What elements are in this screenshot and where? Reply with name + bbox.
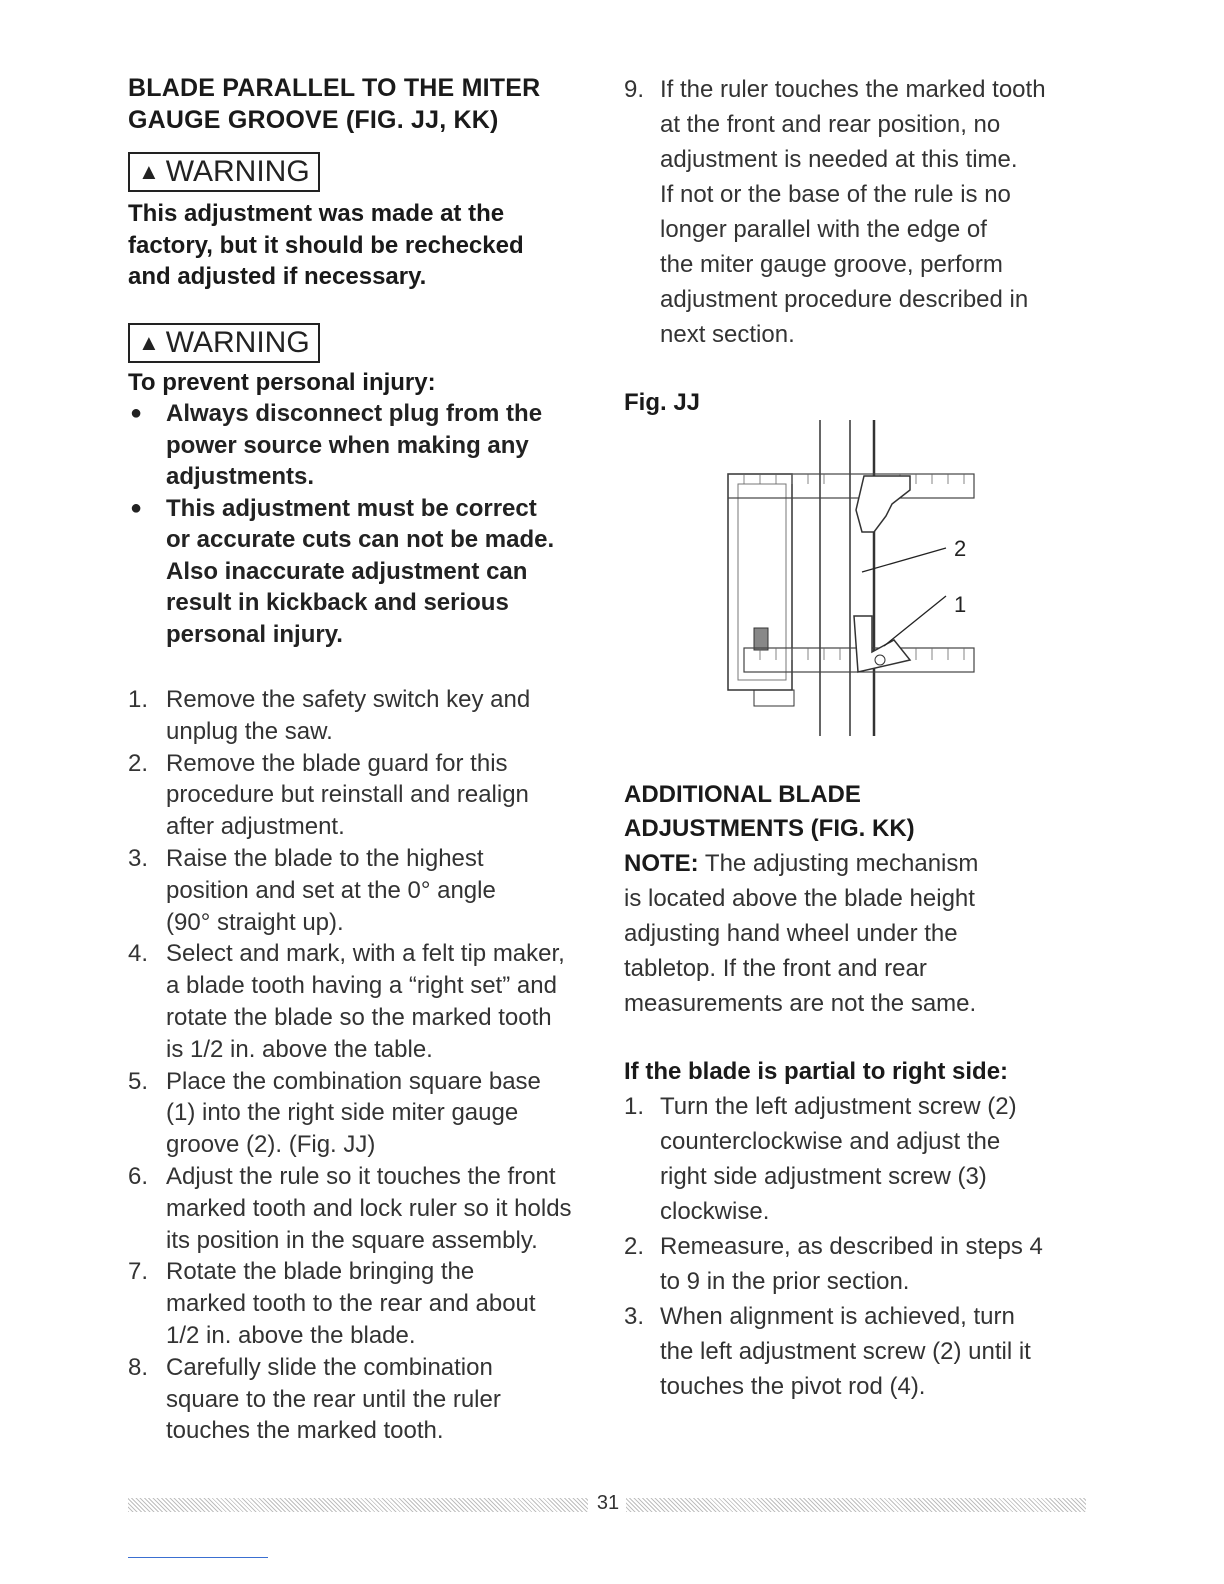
bullet-dot-icon: ● — [130, 402, 143, 424]
step-line: right side adjustment screw (3) — [660, 1163, 987, 1190]
step-item — [624, 1229, 1094, 1299]
bullet-line: Always disconnect plug from the — [166, 400, 543, 427]
step-line: adjustment procedure described in — [660, 286, 1029, 313]
step-line: its position in the square assembly. — [166, 1226, 538, 1254]
bullet-line: adjustments. — [166, 463, 315, 490]
warning-2-intro: To prevent personal injury: — [128, 368, 436, 396]
warning-1-line: and adjusted if necessary. — [128, 263, 427, 290]
figure-label: Fig. JJ — [624, 389, 701, 416]
step-line: adjustment is needed at this time. — [660, 146, 1018, 173]
step-number: 4. — [128, 940, 149, 968]
step-item — [128, 1066, 598, 1161]
right-column — [624, 72, 1094, 1404]
footer-hatch-right — [626, 1498, 1086, 1512]
step-number: 2. — [624, 1233, 645, 1260]
step-line: Turn the left adjustment screw (2) — [660, 1093, 1017, 1120]
step-line: If not or the base of the rule is no — [660, 181, 1011, 208]
figure-jj-diagram — [714, 420, 1014, 736]
step-line: Select and mark, with a felt tip maker, — [166, 940, 565, 968]
ruler-top — [728, 474, 974, 498]
step-number: 5. — [128, 1067, 149, 1095]
warning-1-line: factory, but it should be rechecked — [128, 231, 524, 259]
step-line: unplug the saw. — [166, 717, 333, 745]
bullet-line: This adjustment must be correct — [166, 494, 537, 522]
left-column — [128, 72, 598, 1447]
step-line: If the ruler touches the marked tooth — [660, 76, 1046, 103]
heading-line: ADDITIONAL BLADE — [624, 781, 861, 808]
adjustment-steps — [624, 1089, 1094, 1404]
step-line: a blade tooth having a “right set” and — [166, 972, 557, 1000]
step-line: (1) into the right side miter gauge — [166, 1099, 519, 1127]
warning-triangle-icon: ▲ — [138, 159, 160, 184]
step-item — [128, 1256, 598, 1351]
warning-box-1 — [128, 152, 320, 192]
arbor — [754, 628, 768, 650]
bullet-item — [128, 493, 598, 651]
switch-box — [754, 690, 794, 706]
note-line: tabletop. If the front and rear — [624, 955, 927, 982]
procedure-steps — [128, 684, 598, 1447]
step-line: the miter gauge groove, perform — [660, 251, 1003, 278]
step-item — [624, 72, 1094, 352]
step-line: Rotate the blade bringing the — [166, 1258, 475, 1286]
bullet-line: or accurate cuts can not be made. — [166, 526, 555, 553]
square-head-bottom — [854, 616, 910, 672]
step-number: 7. — [128, 1258, 149, 1286]
callout-2: 2 — [954, 536, 967, 561]
step-line: Place the combination square base — [166, 1067, 541, 1095]
step-item — [128, 1352, 598, 1447]
heading-line-2: GAUGE GROOVE (FIG. JJ, KK) — [128, 106, 499, 134]
bullet-line: personal injury. — [166, 620, 343, 648]
warning-triangle-icon: ▲ — [138, 329, 160, 355]
step-line: (90° straight up). — [166, 908, 344, 936]
table-inner — [738, 484, 786, 680]
heading-line: ADJUSTMENTS (FIG. KK) — [624, 815, 915, 842]
step-item — [624, 1299, 1094, 1404]
step-item — [128, 938, 598, 1065]
page-footer — [128, 1492, 1088, 1518]
step-line: position and set at the 0° angle — [166, 876, 496, 904]
note-line: adjusting hand wheel under the — [624, 920, 958, 947]
step-line: 1/2 in. above the blade. — [166, 1321, 416, 1349]
step-number: 1. — [128, 686, 149, 713]
note-paragraph — [624, 846, 1094, 1021]
partial-right-subheading: If the blade is partial to right side: — [624, 1058, 1009, 1085]
step-line: to 9 in the prior section. — [660, 1268, 910, 1295]
warning-box-2 — [128, 323, 320, 363]
step-line: the left adjustment screw (2) until it — [660, 1338, 1031, 1365]
step-line: marked tooth to the rear and about — [166, 1290, 536, 1318]
note-label: NOTE: — [624, 850, 699, 877]
warning-label: WARNING — [165, 325, 310, 359]
step-number: 9. — [624, 76, 645, 103]
callout-leader-1 — [884, 596, 946, 646]
note-line: measurements are not the same. — [624, 990, 977, 1017]
step-line: groove (2). (Fig. JJ) — [166, 1131, 376, 1159]
note-line: The adjusting mechanism — [698, 850, 979, 877]
step-line: Raise the blade to the highest — [166, 844, 484, 872]
step-line: marked tooth and lock ruler so it holds — [166, 1194, 572, 1222]
step-number: 2. — [128, 749, 149, 777]
step-item — [128, 684, 598, 748]
ruler-top-ticks — [744, 474, 964, 484]
step-line: Carefully slide the combination — [166, 1353, 493, 1381]
bullet-line: result in kickback and serious — [166, 589, 509, 616]
step-line: at the front and rear position, no — [660, 111, 1001, 138]
step-line: procedure but reinstall and realign — [166, 781, 529, 809]
procedure-step-9 — [624, 72, 1094, 352]
bullet-item — [128, 398, 598, 493]
step-number: 6. — [128, 1162, 149, 1190]
step-item — [128, 748, 598, 843]
step-number: 3. — [128, 844, 149, 872]
step-line: rotate the blade so the marked tooth — [166, 1003, 552, 1031]
step-line: Remeasure, as described in steps 4 — [660, 1233, 1043, 1260]
step-item — [128, 843, 598, 938]
step-line: When alignment is achieved, turn — [660, 1303, 1015, 1330]
bullet-line: Also inaccurate adjustment can — [166, 557, 528, 585]
warning-bullets — [128, 398, 598, 650]
warning-label: WARNING — [165, 155, 310, 188]
step-line: clockwise. — [660, 1198, 770, 1225]
bullet-line: power source when making any — [166, 431, 529, 459]
section-heading — [128, 72, 598, 136]
step-line: touches the marked tooth. — [166, 1417, 444, 1445]
callout-1: 1 — [954, 592, 967, 617]
step-number: 3. — [624, 1303, 645, 1330]
footer-link-underline — [128, 1557, 268, 1558]
step-line: is 1/2 in. above the table. — [166, 1035, 433, 1063]
heading-line-1: BLADE PARALLEL TO THE MITER — [128, 74, 541, 102]
warning-1-text — [128, 198, 598, 293]
footer-hatch-left — [128, 1498, 588, 1512]
step-line: longer parallel with the edge of — [660, 216, 987, 243]
step-line: next section. — [660, 321, 795, 348]
step-item — [624, 1089, 1094, 1229]
bullet-dot-icon: ● — [130, 496, 143, 519]
step-line: after adjustment. — [166, 813, 345, 841]
additional-heading — [624, 778, 1094, 846]
note-line: is located above the blade height — [624, 885, 975, 912]
step-number: 8. — [128, 1353, 149, 1381]
square-head-top — [856, 476, 910, 532]
warning-1-line: This adjustment was made at the — [128, 200, 505, 227]
page-number: 31 — [596, 1492, 620, 1514]
step-line: Remove the safety switch key and — [166, 686, 531, 713]
step-item — [128, 1161, 598, 1256]
step-line: touches the pivot rod (4). — [660, 1373, 926, 1400]
step-number: 1. — [624, 1093, 645, 1120]
step-line: square to the rear until the ruler — [166, 1385, 501, 1413]
step-line: Adjust the rule so it touches the front — [166, 1162, 556, 1190]
step-line: Remove the blade guard for this — [166, 749, 508, 777]
step-line: counterclockwise and adjust the — [660, 1128, 1001, 1155]
